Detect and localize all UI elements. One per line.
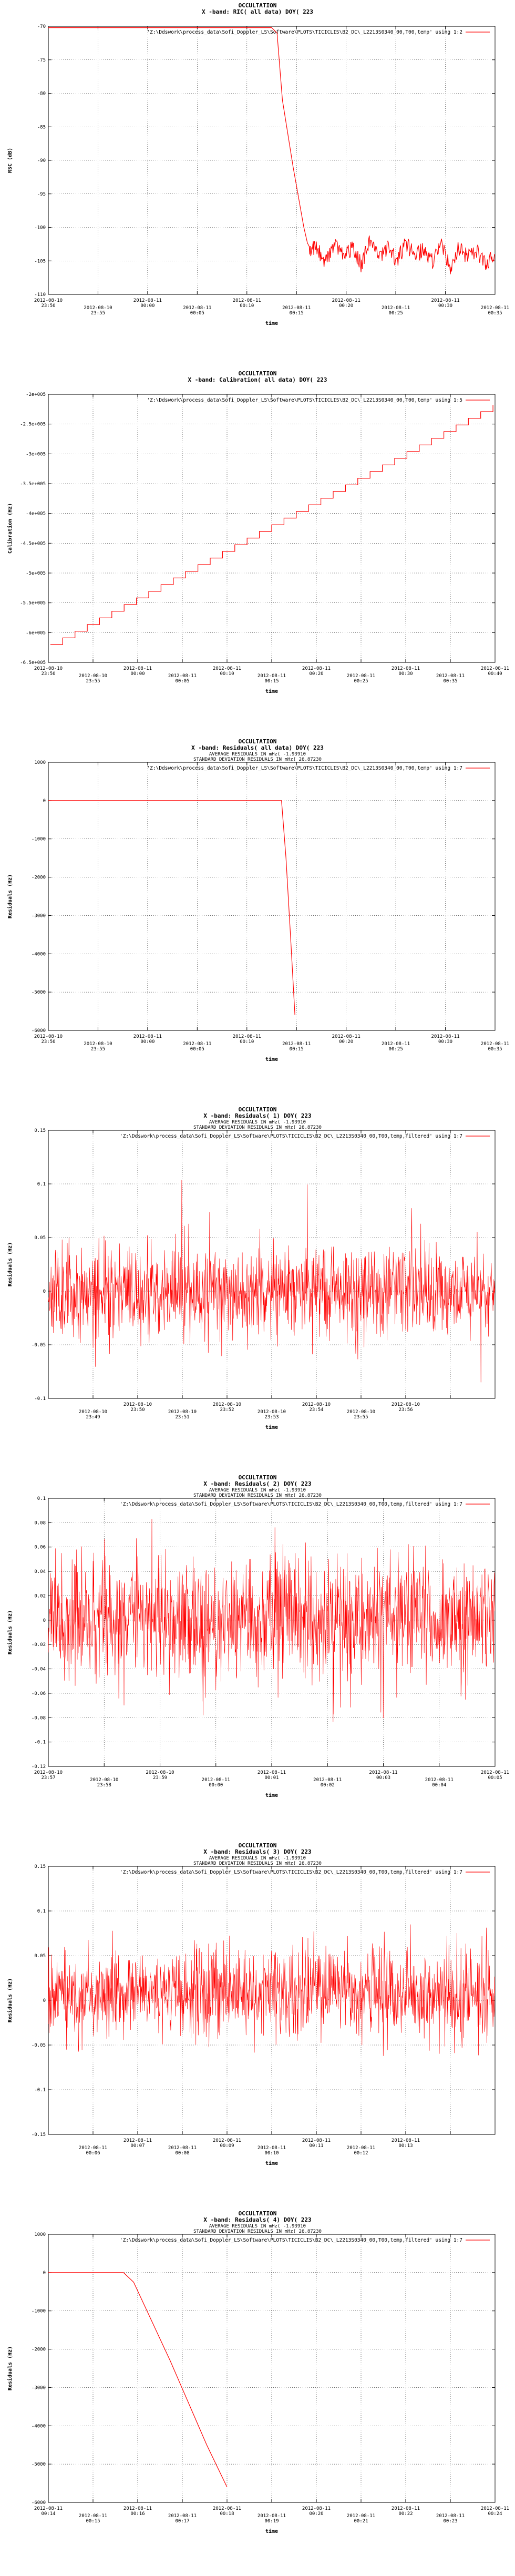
y-tick-label: -6.5e+005 [20, 660, 46, 666]
x-tick-time: 00:25 [388, 311, 403, 316]
x-tick-date: 2012-08-11 [282, 1041, 311, 1047]
chart-info-line: STANDARD DEVIATION RESIDUALS IN mHz( 26.87230 [193, 1861, 322, 1866]
occultation-chart-5 [0, 1472, 515, 1840]
chart-title: OCCULTATION [238, 738, 277, 745]
y-tick-label: -0.1 [34, 1396, 46, 1402]
x-tick-time: 23:58 [97, 1783, 111, 1788]
chart-svg [0, 368, 515, 736]
x-tick-time: 23:57 [41, 1775, 56, 1781]
x-tick-date: 2012-08-11 [346, 2145, 376, 2151]
x-tick-date: 2012-08-10 [346, 1409, 376, 1415]
y-tick-label: -105 [34, 259, 46, 264]
x-tick-date: 2012-08-10 [212, 1402, 242, 1407]
x-tick-time: 00:40 [488, 671, 502, 677]
y-tick-label: 0.06 [34, 1545, 46, 1550]
y-tick-label: 0.02 [34, 1593, 46, 1599]
x-tick-date: 2012-08-10 [302, 1402, 331, 1407]
y-tick-label: -3000 [31, 2385, 46, 2391]
chart-info-line: AVERAGE RESIDUALS IN mHz( -1.93910 [209, 1120, 306, 1125]
x-axis-label: time [265, 2161, 279, 2166]
x-tick-time: 00:06 [86, 2151, 100, 2156]
x-tick-date: 2012-08-11 [425, 1777, 454, 1783]
chart-svg [0, 1472, 515, 1840]
x-tick-date: 2012-08-11 [480, 2506, 510, 2511]
x-tick-time: 00:15 [289, 1047, 304, 1052]
x-tick-date: 2012-08-11 [282, 305, 311, 311]
x-tick-time: 00:15 [264, 679, 279, 684]
y-tick-label: -0.04 [31, 1667, 46, 1672]
x-tick-time: 23:55 [90, 1047, 105, 1052]
x-tick-time: 00:11 [309, 2143, 324, 2149]
x-tick-time: 00:05 [190, 311, 204, 316]
y-tick-label: 0.15 [34, 1128, 46, 1133]
y-tick-label: -90 [37, 158, 46, 163]
x-tick-time: 00:01 [264, 1775, 279, 1781]
x-tick-time: 00:20 [339, 303, 354, 309]
y-tick-label: -5000 [31, 2462, 46, 2468]
x-tick-time: 23:54 [309, 1407, 324, 1413]
x-axis-label: time [265, 2529, 279, 2534]
x-tick-date: 2012-08-11 [480, 1041, 510, 1047]
y-tick-label: 0 [43, 1998, 46, 2003]
chart-info-line: AVERAGE RESIDUALS IN mHz( -1.93910 [209, 2224, 306, 2229]
x-tick-date: 2012-08-11 [382, 305, 410, 311]
x-tick-date: 2012-08-11 [34, 2506, 63, 2511]
x-tick-date: 2012-08-11 [257, 673, 286, 679]
chart-subtitle: X -band: Residuals( 1) DOY( 223 [203, 1112, 312, 1119]
chart-info-line: AVERAGE RESIDUALS IN mHz( -1.93910 [209, 1856, 306, 1861]
chart-info-line: STANDARD DEVIATION RESIDUALS IN mHz( 26.87230 [193, 1493, 322, 1498]
occultation-chart-4 [0, 1104, 515, 1472]
x-tick-time: 00:24 [488, 2511, 502, 2517]
series-line-1 [48, 28, 495, 274]
y-tick-label: -0.15 [31, 2132, 46, 2138]
x-tick-time: 00:35 [443, 679, 458, 684]
x-tick-time: 00:30 [438, 303, 453, 309]
x-tick-date: 2012-08-10 [391, 1402, 420, 1407]
x-tick-time: 23:55 [354, 1415, 368, 1420]
x-tick-time: 00:00 [140, 1039, 155, 1045]
series-group [48, 28, 495, 274]
x-tick-time: 00:13 [398, 2143, 413, 2149]
chart-subtitle: X -band: Calibration( all data) DOY( 223 [188, 376, 327, 383]
x-tick-time: 00:20 [309, 671, 324, 677]
x-tick-date: 2012-08-11 [257, 1770, 286, 1775]
x-tick-date: 2012-08-10 [90, 1777, 119, 1783]
x-tick-date: 2012-08-11 [212, 666, 242, 671]
x-axis-label: time [265, 689, 279, 694]
y-tick-label: 0.04 [34, 1569, 46, 1575]
x-tick-date: 2012-08-11 [123, 2138, 152, 2143]
x-tick-date: 2012-08-11 [302, 2506, 331, 2511]
y-tick-label: -6e+005 [26, 630, 46, 636]
x-tick-date: 2012-08-11 [313, 1777, 342, 1783]
y-tick-label: -4000 [31, 2424, 46, 2429]
x-tick-date: 2012-08-11 [391, 2506, 420, 2511]
x-tick-date: 2012-08-11 [480, 666, 510, 671]
x-tick-date: 2012-08-10 [123, 1402, 152, 1407]
x-tick-date: 2012-08-10 [84, 1041, 112, 1047]
y-tick-label: 0.08 [34, 1520, 46, 1526]
x-tick-date: 2012-08-11 [201, 1777, 230, 1783]
y-tick-label: -2000 [31, 2347, 46, 2353]
chart-title: OCCULTATION [238, 1474, 277, 1481]
x-tick-time: 00:30 [398, 671, 413, 677]
y-tick-label: -4000 [31, 952, 46, 957]
chart-info-line: STANDARD DEVIATION RESIDUALS IN mHz( 26.87230 [193, 757, 322, 762]
x-tick-date: 2012-08-11 [232, 1034, 261, 1039]
x-tick-time: 00:03 [376, 1775, 391, 1781]
x-tick-time: 00:23 [443, 2519, 458, 2524]
x-tick-time: 23:55 [90, 311, 105, 316]
x-tick-date: 2012-08-11 [369, 1770, 398, 1775]
x-tick-time: 00:09 [220, 2143, 234, 2149]
x-tick-time: 00:04 [432, 1783, 447, 1788]
x-axis-label: time [265, 321, 279, 326]
y-tick-label: -3000 [31, 913, 46, 919]
y-tick-label: -70 [37, 24, 46, 29]
x-tick-date: 2012-08-11 [212, 2506, 242, 2511]
y-tick-label: -4e+005 [26, 511, 46, 517]
x-tick-time: 00:17 [175, 2519, 190, 2524]
x-tick-time: 00:21 [354, 2519, 368, 2524]
x-tick-time: 00:22 [398, 2511, 413, 2517]
y-tick-label: 0 [43, 1618, 46, 1623]
y-tick-label: -5e+005 [26, 571, 46, 576]
x-tick-date: 2012-08-11 [480, 305, 510, 311]
y-tick-label: -1000 [31, 836, 46, 842]
y-tick-label: 0.15 [34, 1864, 46, 1869]
chart-svg [0, 2208, 515, 2576]
y-tick-label: -75 [37, 57, 46, 63]
x-tick-date: 2012-08-11 [78, 2145, 108, 2151]
x-tick-date: 2012-08-11 [123, 666, 152, 671]
x-tick-date: 2012-08-10 [34, 1034, 63, 1039]
chart-subtitle: X -band: RIC( all data) DOY( 223 [202, 8, 313, 15]
x-tick-date: 2012-08-11 [183, 1041, 212, 1047]
legend-label: 'Z:\Ddswork\process_data\Sofi_Doppler_LS\Software\PLOTS\TICICLIS\B2_DC\_L2213S0340_00,T00,temp,filtered' using 1:7 [119, 2237, 462, 2243]
x-tick-time: 00:00 [140, 303, 155, 309]
y-tick-label: -85 [37, 125, 46, 130]
x-tick-time: 00:16 [130, 2511, 145, 2517]
x-tick-time: 00:35 [488, 1047, 502, 1052]
x-tick-time: 23:53 [264, 1415, 279, 1420]
x-tick-time: 23:50 [41, 303, 56, 309]
x-tick-date: 2012-08-10 [146, 1770, 174, 1775]
x-tick-time: 23:50 [130, 1407, 145, 1413]
x-tick-date: 2012-08-10 [78, 1409, 108, 1415]
series-group [48, 801, 295, 1015]
x-tick-time: 23:51 [175, 1415, 190, 1420]
x-tick-time: 00:14 [41, 2511, 56, 2517]
x-tick-date: 2012-08-11 [332, 298, 360, 303]
chart-subtitle: X -band: Residuals( all data) DOY( 223 [191, 744, 324, 751]
x-tick-time: 00:15 [289, 311, 304, 316]
y-axis-label: RSC (dB) [7, 147, 13, 173]
chart-title: OCCULTATION [238, 1106, 277, 1113]
y-axis-label: Residuals (Hz) [7, 2346, 13, 2391]
y-tick-label: -2.5e+005 [20, 422, 46, 427]
x-tick-date: 2012-08-11 [257, 2145, 286, 2151]
y-axis-label: Residuals (Hz) [7, 1242, 13, 1287]
x-tick-date: 2012-08-11 [346, 2513, 376, 2519]
x-tick-time: 00:05 [488, 1775, 502, 1781]
y-tick-label: -80 [37, 91, 46, 97]
y-tick-label: -2e+005 [26, 392, 46, 397]
x-tick-time: 23:56 [398, 1407, 413, 1413]
plot-frame [48, 762, 495, 1030]
x-tick-date: 2012-08-11 [133, 1034, 162, 1039]
chart-subtitle: X -band: Residuals( 2) DOY( 223 [203, 1480, 312, 1487]
x-tick-time: 00:15 [86, 2519, 100, 2524]
y-tick-label: -0.05 [31, 2043, 46, 2048]
x-tick-date: 2012-08-10 [34, 666, 63, 671]
y-tick-label: -0.06 [31, 1691, 46, 1696]
x-tick-date: 2012-08-11 [123, 2506, 152, 2511]
y-tick-label: -3.5e+005 [20, 482, 46, 487]
x-tick-date: 2012-08-10 [78, 673, 108, 679]
x-tick-time: 00:07 [130, 2143, 145, 2149]
x-axis-label: time [265, 1793, 279, 1798]
y-tick-label: -1000 [31, 2308, 46, 2314]
x-tick-date: 2012-08-11 [302, 2138, 331, 2143]
x-axis-label: time [265, 1057, 279, 1062]
chart-info-line: STANDARD DEVIATION RESIDUALS IN mHz( 26.87230 [193, 1125, 322, 1130]
occultation-chart-6 [0, 1840, 515, 2208]
legend-label: 'Z:\Ddswork\process_data\Sofi_Doppler_LS\Software\PLOTS\TICICLIS\B2_DC\_L2213S0340_00,T00,temp' using 1:2 [147, 29, 462, 35]
x-tick-date: 2012-08-11 [332, 1034, 360, 1039]
x-tick-date: 2012-08-11 [436, 673, 465, 679]
x-tick-time: 00:35 [488, 311, 502, 316]
x-tick-time: 00:25 [354, 679, 368, 684]
y-tick-label: -0.02 [31, 1642, 46, 1648]
y-tick-label: 0 [43, 1289, 46, 1294]
y-tick-label: -100 [34, 225, 46, 231]
y-tick-label: -110 [34, 292, 46, 298]
x-tick-date: 2012-08-11 [346, 673, 376, 679]
chart-svg [0, 1840, 515, 2208]
chart-title: OCCULTATION [238, 1842, 277, 1849]
x-tick-time: 00:10 [220, 671, 234, 677]
y-tick-label: 1000 [34, 2232, 46, 2237]
y-tick-label: 0 [43, 2270, 46, 2276]
x-axis-label: time [265, 1425, 279, 1430]
occultation-chart-7 [0, 2208, 515, 2576]
x-tick-time: 23:59 [152, 1775, 168, 1781]
y-tick-label: 0.05 [34, 1235, 46, 1241]
y-tick-label: -0.08 [31, 1715, 46, 1721]
x-tick-date: 2012-08-11 [168, 2145, 197, 2151]
x-tick-date: 2012-08-10 [257, 1409, 286, 1415]
chart-svg [0, 1104, 515, 1472]
x-tick-date: 2012-08-11 [391, 666, 420, 671]
x-tick-time: 00:30 [438, 1039, 453, 1045]
x-tick-time: 00:12 [354, 2151, 368, 2156]
x-tick-date: 2012-08-10 [168, 1409, 197, 1415]
x-tick-date: 2012-08-10 [34, 1770, 63, 1775]
x-tick-time: 00:20 [339, 1039, 354, 1045]
series-line-1 [48, 801, 295, 1015]
y-tick-label: -6000 [31, 2500, 46, 2506]
x-tick-time: 00:19 [264, 2519, 279, 2524]
chart-info-line: STANDARD DEVIATION RESIDUALS IN mHz( 26.87230 [193, 2229, 322, 2234]
x-tick-time: 00:00 [130, 671, 145, 677]
y-tick-label: -5000 [31, 990, 46, 996]
x-tick-date: 2012-08-11 [436, 2513, 465, 2519]
x-tick-time: 00:18 [220, 2511, 234, 2517]
y-axis-label: Calibration (Hz) [7, 503, 13, 554]
y-axis-label: Residuals (Hz) [7, 1610, 13, 1655]
chart-subtitle: X -band: Residuals( 4) DOY( 223 [203, 2216, 312, 2223]
chart-title: OCCULTATION [238, 2, 277, 9]
chart-subtitle: X -band: Residuals( 3) DOY( 223 [203, 1848, 312, 1855]
legend-label: 'Z:\Ddswork\process_data\Sofi_Doppler_LS\Software\PLOTS\TICICLIS\B2_DC\_L2213S0340_00,T00,temp,filtered' using 1:7 [119, 1869, 462, 1875]
y-tick-label: -3e+005 [26, 452, 46, 457]
chart-info-line: AVERAGE RESIDUALS IN mHz( -1.93910 [209, 1488, 306, 1493]
y-tick-label: -6000 [31, 1028, 46, 1034]
x-tick-time: 23:49 [86, 1415, 100, 1420]
legend-label: 'Z:\Ddswork\process_data\Sofi_Doppler_LS\Software\PLOTS\TICICLIS\B2_DC\_L2213S0340_00,T00,temp,filtered' using 1:7 [119, 1501, 462, 1507]
x-tick-date: 2012-08-11 [391, 2138, 420, 2143]
x-tick-time: 00:10 [264, 2151, 279, 2156]
chart-title: OCCULTATION [238, 2210, 277, 2217]
x-tick-date: 2012-08-11 [431, 298, 460, 303]
y-tick-label: -0.12 [31, 1764, 46, 1770]
y-axis-label: Residuals (Hz) [7, 1978, 13, 2023]
y-tick-label: -5.5e+005 [20, 600, 46, 606]
x-tick-date: 2012-08-11 [133, 298, 162, 303]
chart-svg [0, 0, 515, 368]
x-tick-date: 2012-08-11 [168, 673, 197, 679]
x-tick-date: 2012-08-11 [168, 2513, 197, 2519]
occultation-chart-3 [0, 736, 515, 1104]
y-tick-label: -0.1 [34, 1740, 46, 1745]
x-tick-date: 2012-08-10 [34, 298, 63, 303]
x-tick-time: 00:05 [175, 679, 190, 684]
x-tick-time: 00:02 [320, 1783, 335, 1788]
x-tick-time: 00:10 [240, 303, 254, 309]
x-tick-time: 00:00 [209, 1783, 223, 1788]
x-tick-date: 2012-08-11 [212, 2138, 242, 2143]
x-tick-date: 2012-08-11 [78, 2513, 108, 2519]
x-tick-date: 2012-08-11 [183, 305, 212, 311]
x-tick-time: 00:05 [190, 1047, 204, 1052]
y-tick-label: 0 [43, 798, 46, 804]
y-tick-label: 1000 [34, 760, 46, 765]
x-tick-date: 2012-08-11 [257, 2513, 286, 2519]
y-tick-label: -4.5e+005 [20, 541, 46, 547]
x-tick-time: 00:10 [240, 1039, 254, 1045]
x-tick-time: 23:55 [86, 679, 100, 684]
legend-label: 'Z:\Ddswork\process_data\Sofi_Doppler_LS\Software\PLOTS\TICICLIS\B2_DC\_L2213S0340_00,T00,temp,filtered' using 1:7 [119, 1133, 462, 1139]
x-tick-date: 2012-08-11 [480, 1770, 510, 1775]
y-tick-label: -2000 [31, 875, 46, 881]
x-tick-time: 23:50 [41, 1039, 56, 1045]
y-tick-label: 0.1 [37, 1182, 46, 1187]
y-tick-label: 0.1 [37, 1496, 46, 1501]
x-tick-time: 23:52 [220, 1407, 234, 1413]
y-tick-label: 0.1 [37, 1909, 46, 1914]
y-tick-label: -0.05 [31, 1343, 46, 1348]
x-tick-time: 00:20 [309, 2511, 324, 2517]
y-tick-label: -95 [37, 191, 46, 197]
x-tick-date: 2012-08-10 [84, 305, 112, 311]
legend-label: 'Z:\Ddswork\process_data\Sofi_Doppler_LS\Software\PLOTS\TICICLIS\B2_DC\_L2213S0340_00,T00,temp' using 1:7 [147, 765, 462, 771]
chart-svg [0, 736, 515, 1104]
x-tick-date: 2012-08-11 [431, 1034, 460, 1039]
occultation-chart-1 [0, 0, 515, 368]
y-axis-label: Residuals (Hz) [7, 874, 13, 919]
x-tick-time: 23:50 [41, 671, 56, 677]
occultation-chart-2 [0, 368, 515, 736]
x-tick-date: 2012-08-11 [232, 298, 261, 303]
chart-title: OCCULTATION [238, 370, 277, 377]
x-tick-date: 2012-08-11 [382, 1041, 410, 1047]
x-tick-time: 00:25 [388, 1047, 403, 1052]
x-tick-time: 00:08 [175, 2151, 190, 2156]
y-tick-label: -0.1 [34, 2088, 46, 2093]
chart-info-line: AVERAGE RESIDUALS IN mHz( -1.93910 [209, 752, 306, 757]
x-tick-date: 2012-08-11 [302, 666, 331, 671]
legend-label: 'Z:\Ddswork\process_data\Sofi_Doppler_LS\Software\PLOTS\TICICLIS\B2_DC\_L2213S0340_00,T00,temp' using 1:5 [147, 397, 462, 403]
y-tick-label: 0.05 [34, 1954, 46, 1959]
